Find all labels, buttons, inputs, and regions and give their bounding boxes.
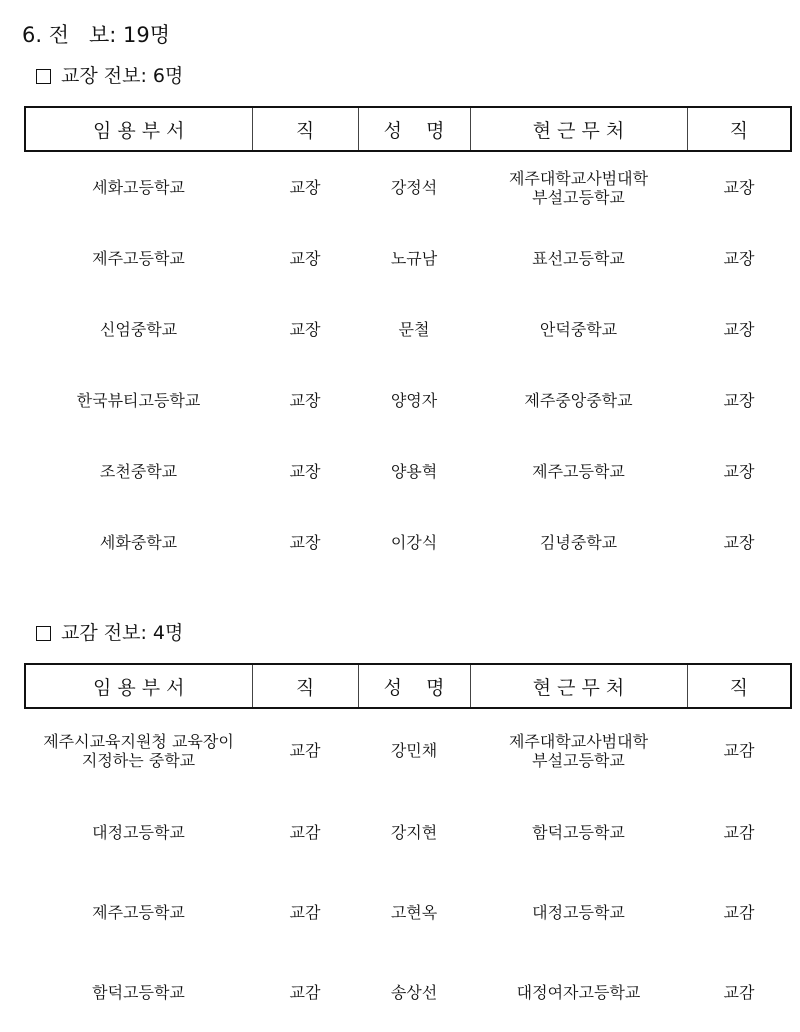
table-row [25, 436, 791, 507]
cell-current-position: 교장 [723, 178, 755, 197]
header-position: 직 [252, 107, 358, 151]
table-row [25, 952, 791, 1032]
cell-name: 문철 [398, 320, 430, 339]
cell-position: 교감 [289, 902, 321, 922]
table-header-row [25, 107, 791, 151]
cell-dept: 신엄중학교 [99, 320, 178, 339]
cell-current-workplace: 대정여자고등학교 [516, 982, 641, 1002]
cell-position: 교장 [289, 249, 321, 268]
table-row [25, 872, 791, 952]
cell-name: 양용혁 [390, 462, 438, 481]
cell-position: 교장 [289, 462, 321, 481]
cell-position: 교장 [289, 320, 321, 339]
table-row [25, 223, 791, 294]
principal-transfer-subtitle [36, 62, 183, 90]
cell-name: 고현옥 [390, 902, 438, 922]
cell-dept: 한국뷰티고등학교 [76, 391, 201, 410]
cell-dept: 함덕고등학교 [92, 982, 185, 1002]
cell-current-position: 교장 [723, 320, 755, 339]
table-row [25, 792, 791, 872]
header-dept: 임 용 부 서 [25, 664, 252, 708]
checkbox-square-icon [36, 626, 51, 641]
principal-transfer-table [24, 106, 792, 578]
cell-current-position: 교감 [723, 982, 755, 1002]
header-current-position: 직 [687, 664, 791, 708]
table-row [25, 294, 791, 365]
header-dept: 임 용 부 서 [25, 107, 252, 151]
cell-current-workplace: 제주중앙중학교 [524, 391, 633, 410]
table-row [25, 708, 791, 792]
cell-dept: 조천중학교 [99, 462, 178, 481]
cell-current-workplace: 김녕중학교 [539, 533, 618, 552]
cell-current-position: 교장 [723, 249, 755, 268]
table-row [25, 507, 791, 578]
cell-dept: 세화고등학교 [92, 178, 185, 197]
header-name: 성 명 [358, 664, 470, 708]
header-current-position: 직 [687, 107, 791, 151]
cell-name: 이강식 [390, 533, 438, 552]
cell-name: 노규남 [390, 249, 438, 268]
cell-current-position: 교감 [723, 822, 755, 842]
header-current-workplace: 현 근 무 처 [470, 664, 687, 708]
cell-position: 교장 [289, 533, 321, 552]
cell-name: 강민채 [390, 741, 438, 760]
cell-current-position: 교장 [723, 533, 755, 552]
table-row [25, 365, 791, 436]
cell-position: 교장 [289, 391, 321, 410]
vice-principal-transfer-subtitle-text: 교감 전보: 4명 [61, 622, 184, 644]
cell-name: 양영자 [390, 391, 438, 410]
cell-current-workplace: 대정고등학교 [532, 902, 625, 922]
cell-dept: 대정고등학교 [92, 822, 185, 842]
header-name: 성 명 [358, 107, 470, 151]
vice-principal-transfer-subtitle [36, 619, 183, 647]
header-current-workplace: 현 근 무 처 [470, 107, 687, 151]
cell-current-position: 교감 [723, 741, 755, 760]
table-row [25, 151, 791, 223]
cell-current-position: 교장 [723, 391, 755, 410]
cell-position: 교감 [289, 822, 321, 842]
cell-current-workplace: 제주고등학교 [532, 462, 625, 481]
cell-name: 강정석 [390, 178, 438, 197]
cell-current-workplace: 표선고등학교 [532, 249, 625, 268]
checkbox-square-icon [36, 69, 51, 84]
section-title: 6. 전 보: 19명 [22, 23, 171, 47]
cell-current-workplace: 함덕고등학교 [532, 822, 625, 842]
cell-dept: 세화중학교 [99, 533, 178, 552]
principal-transfer-subtitle-text: 교장 전보: 6명 [61, 65, 184, 87]
header-position: 직 [252, 664, 358, 708]
vice-principal-transfer-table [24, 663, 792, 1032]
cell-dept: 제주고등학교 [92, 902, 185, 922]
table-header-row [25, 664, 791, 708]
cell-current-position: 교감 [723, 902, 755, 922]
cell-name: 강지현 [390, 822, 438, 842]
cell-current-workplace: 제주대학교사범대학 부설고등학교 [508, 731, 649, 770]
cell-dept: 제주고등학교 [92, 249, 185, 268]
cell-current-workplace: 제주대학교사범대학 부설고등학교 [508, 168, 649, 207]
cell-position: 교감 [289, 982, 321, 1002]
cell-name: 송상선 [390, 982, 438, 1002]
cell-current-workplace: 안덕중학교 [539, 320, 618, 339]
cell-position: 교장 [289, 178, 321, 197]
cell-dept: 제주시교육지원청 교육장이 지정하는 중학교 [43, 731, 234, 770]
cell-current-position: 교장 [723, 462, 755, 481]
cell-position: 교감 [289, 741, 321, 760]
